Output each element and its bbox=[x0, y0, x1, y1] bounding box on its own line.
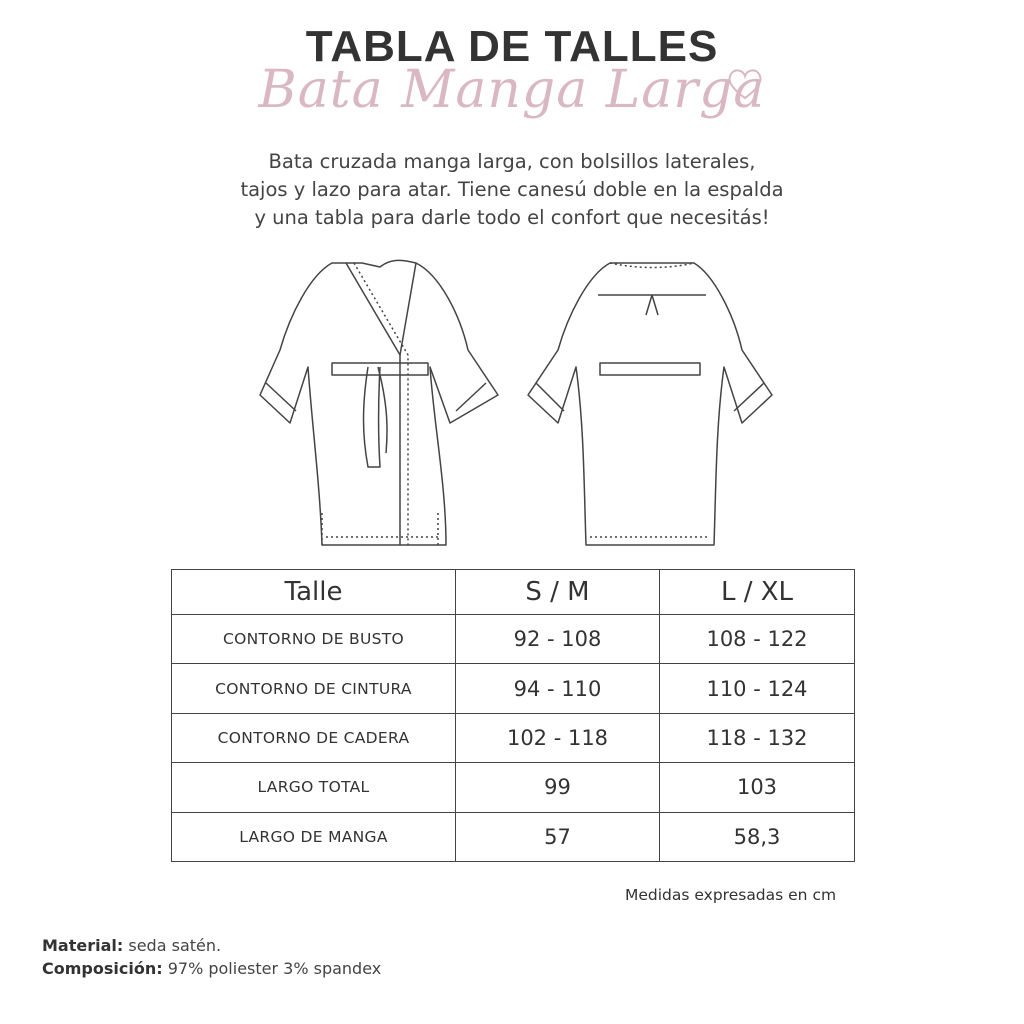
value-lxl: 103 bbox=[660, 763, 855, 812]
description-line: tajos y lazo para atar. Tiene canesú doble en la espalda bbox=[240, 178, 784, 201]
row-label: CONTORNO DE CADERA bbox=[172, 713, 456, 762]
table-row bbox=[172, 615, 855, 664]
row-label: CONTORNO DE BUSTO bbox=[172, 615, 456, 664]
size-chart-table bbox=[171, 569, 855, 862]
value-lxl: 110 - 124 bbox=[660, 664, 855, 713]
description-line: y una tabla para darle todo el confort que necesitás! bbox=[254, 206, 770, 229]
header-talle: Talle bbox=[172, 570, 456, 615]
table-row bbox=[172, 763, 855, 812]
material-value: seda satén. bbox=[128, 936, 222, 955]
value-sm: 57 bbox=[456, 812, 660, 861]
value-lxl: 108 - 122 bbox=[660, 615, 855, 664]
value-sm: 99 bbox=[456, 763, 660, 812]
value-sm: 94 - 110 bbox=[456, 664, 660, 713]
row-label: LARGO DE MANGA bbox=[172, 812, 456, 861]
table-row bbox=[172, 713, 855, 762]
header-size-sm: S / M bbox=[456, 570, 660, 615]
composition-line bbox=[42, 959, 381, 978]
value-lxl: 118 - 132 bbox=[660, 713, 855, 762]
heart-icon bbox=[725, 66, 765, 102]
header-size-lxl: L / XL bbox=[660, 570, 855, 615]
value-lxl: 58,3 bbox=[660, 812, 855, 861]
product-name: Bata Manga Larga bbox=[258, 60, 766, 120]
table-header-row bbox=[172, 570, 855, 615]
value-sm: 102 - 118 bbox=[456, 713, 660, 762]
table-row bbox=[172, 664, 855, 713]
material-line bbox=[42, 936, 221, 955]
page-title: TABLA DE TALLES bbox=[305, 22, 719, 71]
units-note: Medidas expresadas en cm bbox=[625, 886, 837, 904]
product-description bbox=[0, 148, 1024, 232]
composition-value: 97% poliester 3% spandex bbox=[167, 959, 382, 978]
row-label: LARGO TOTAL bbox=[172, 763, 456, 812]
row-label: CONTORNO DE CINTURA bbox=[172, 664, 456, 713]
garment-illustration bbox=[250, 255, 780, 555]
robe-back-drawing bbox=[528, 263, 772, 545]
material-label: Material: bbox=[42, 936, 124, 955]
description-line: Bata cruzada manga larga, con bolsillos laterales, bbox=[268, 150, 756, 173]
value-sm: 92 - 108 bbox=[456, 615, 660, 664]
table-row bbox=[172, 812, 855, 861]
composition-label: Composición: bbox=[42, 959, 163, 978]
robe-front-drawing bbox=[260, 260, 498, 545]
